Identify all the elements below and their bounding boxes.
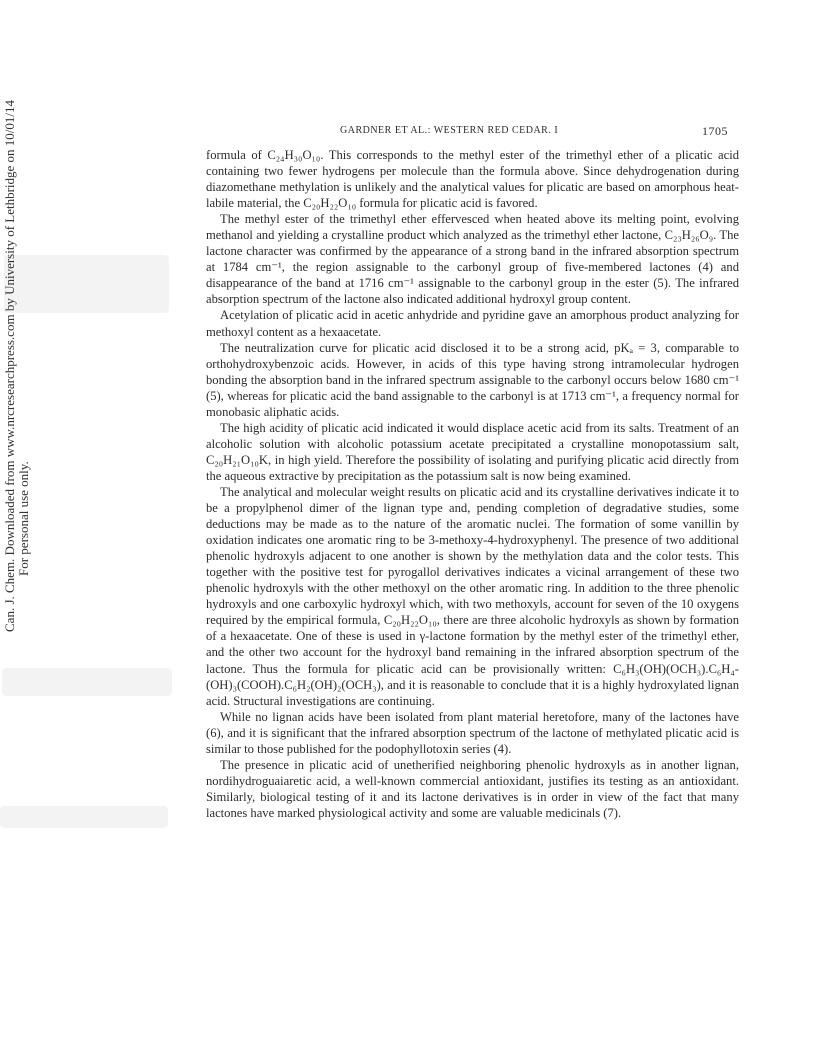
paragraph: The high acidity of plicatic acid indicated it would displace acetic acid from its salts. Treatment of an alcoholic solution with alcoholic potassium acetate precipitated a crystalline monopotassium salt, C₂₀H₂₁O₁₀K, in high yield. Therefore the possibility of isolating and purifying plicatic acid directly from the aqueous extractive by precipitation as the potassium salt is now being examined. (206, 420, 739, 483)
download-notice-line: Can. J. Chem. Downloaded from www.nrcresearchpress.com by University of Lethbridge on 10/01/14 (2, 99, 17, 632)
page-number: 1705 (702, 124, 728, 138)
paragraph: formula of C₂₄H₃₀O₁₀. This corresponds to the methyl ester of the trimethyl ether of a plicatic acid containing two fewer hydrogens per molecule than the formula above. Since dehydrogenation during diazomethane methylation is unlikely and the analytical values for plicatic are based on amorphous heat-labile material, the C₂₀H₂₂O₁₀ formula for plicatic acid is favored. (206, 148, 739, 211)
paragraph: The methyl ester of the trimethyl ether effervesced when heated above its melting point, evolving methanol and yielding a crystalline product which analyzed as the trimethyl ether lactone, C₂₃H₂₆O₉. The lactone character was confirmed by the appearance of a strong band in the infrared absorption spectrum at 1784 cm⁻¹, the region assignable to the carbonyl group of five-membered lactones (4) and disappearance of the band at 1716 cm⁻¹ assignable to the carbonyl group in the ester (5). The infrared absorption spectrum of the lactone also indicated additional hydroxyl group content. (206, 212, 739, 307)
download-notice-line: For personal use only. (15, 461, 31, 576)
paragraph: The analytical and molecular weight results on plicatic acid and its crystalline derivatives indicate it to be a propylphenol dimer of the lignan type and, pending completion of degradative studies, some deductions may be made as to the nature of the aromatic nuclei. The formation of some vanillin by oxidation indicates one aromatic ring to be 3-methoxy-4-hydroxyphenyl. The presence of two additional phenolic hydroxyls adjacent to one another is shown by the methylation data and the color tests. This together with the positive test for pyrogallol derivatives indicates a vicinal arrangement of these two phenolic hydroxyls with the other methoxyl on the other aromatic ring. In addition to the three phenolic hydroxyls and one carboxylic hydroxyl which, with two methoxyls, account for seven of the 10 oxygens required by the empirical formula, C₂₀H₂₂O₁₀, there are three alcoholic hydroxyls as shown by formation of a hexaacetate. One of these is used in γ-lactone formation by the methyl ester of the trimethyl ether, and the other two account for the hydroxyl band remaining in the infrared absorption spectrum of the lactone. Thus the formula for plicatic acid can be provisionally written: C₆H₃(OH)(OCH₃).C₆H₄-(OH)₃(COOH).C₆H₂(OH)₂(OCH₃), and it is reasonable to conclude that it is a highly hydroxylated lignan acid. Structural investigations are continuing. (206, 484, 739, 708)
paragraph: While no lignan acids have been isolated from plant material heretofore, many of the lactones have (6), and it is significant that the infrared absorption spectrum of the lactone of methylated plicatic acid is similar to those published for the podophyllotoxin series (4). (206, 709, 739, 756)
scan-smudge (2, 668, 172, 696)
article-body (206, 147, 739, 821)
scan-smudge (0, 806, 168, 828)
running-head-title: GARDNER ET AL.: WESTERN RED CEDAR. I (340, 125, 559, 136)
paragraph: The neutralization curve for plicatic acid disclosed it to be a strong acid, pKₐ = 3, comparable to orthohydroxybenzoic acids. However, in acids of this type having strong intramolecular hydrogen bonding the absorption band in the infrared spectrum assignable to the carbonyl occurs below 1680 cm⁻¹ (5), whereas for plicatic acid the band assignable to the carbonyl is at 1713 cm⁻¹, a frequency normal for monobasic aliphatic acids. (206, 340, 739, 419)
paragraph: Acetylation of plicatic acid in acetic anhydride and pyridine gave an amorphous product analyzing for methoxyl content as a hexaacetate. (206, 308, 739, 339)
running-head (0, 125, 816, 141)
paragraph: The presence in plicatic acid of unetherified neighboring phenolic hydroxyls as in another lignan, nordihydroguaiaretic acid, a well-known commercial antioxidant, justifies its testing as an antioxidant. Similarly, biological testing of it and its lactone derivatives is in order in view of the fact that many lactones have marked physiological activity and some are valuable medicinals (7). (206, 757, 739, 820)
